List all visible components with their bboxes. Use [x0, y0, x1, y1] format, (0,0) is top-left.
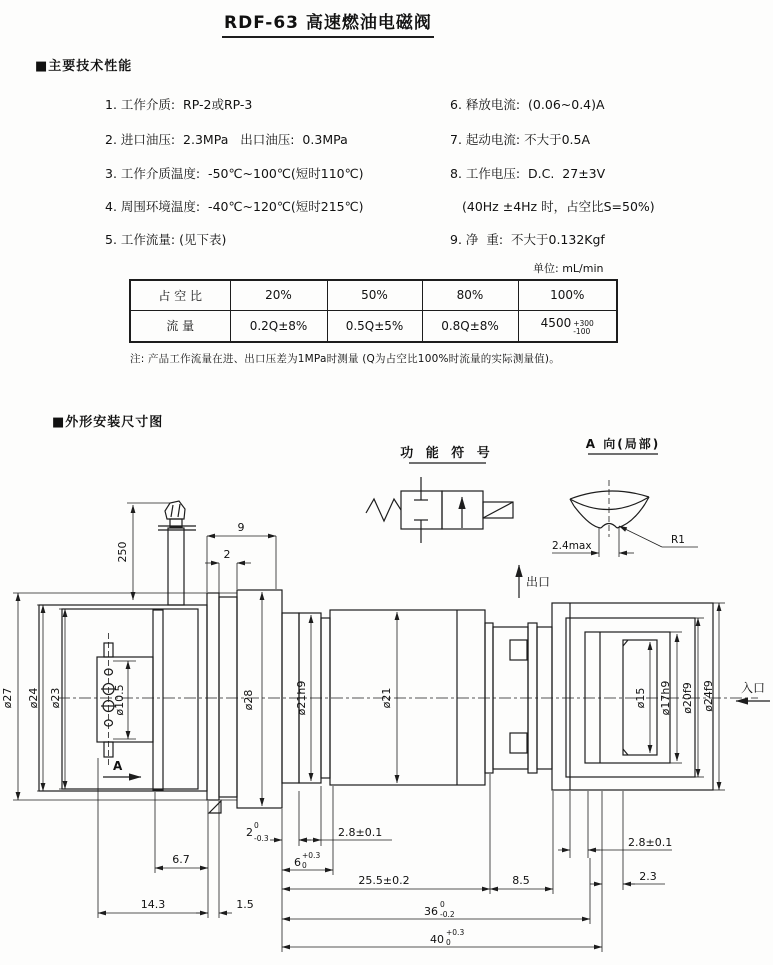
dim-tol-upper: 0: [254, 821, 259, 830]
valve-body: [330, 610, 485, 785]
page-title: RDF-63 高速燃油电磁阀: [222, 8, 434, 38]
dim-tol-lower: 0: [446, 938, 451, 947]
dim-label-36: 36: [424, 905, 438, 918]
spec-item: 4. 周围环境温度: -40℃~120℃(短时215℃): [105, 199, 364, 214]
flow-value: 4500: [540, 316, 572, 331]
cable-assembly: [116, 501, 196, 605]
dim-label-dia17h9: ø17h9: [659, 680, 672, 716]
dim-label-dia23: ø23: [49, 687, 62, 709]
seal-hatch: [510, 640, 527, 660]
dim-label-250: 250: [116, 541, 129, 563]
function-symbol: [366, 445, 513, 543]
table-header-cell: 占 空 比: [130, 280, 230, 310]
top-dims: [205, 521, 276, 596]
table-unit-label: 单位: mL/min: [533, 262, 604, 275]
spec-item: 7. 起动电流: 不大于0.5A: [450, 132, 591, 147]
table-header-cell: 20%: [230, 280, 327, 310]
outlet-label: 出口: [526, 575, 551, 589]
table-row-label: 流 量: [130, 310, 230, 342]
dim-label-14-3: 14.3: [140, 898, 166, 911]
spec-item: (40Hz ±4Hz 时，占空比S=50%): [462, 199, 655, 214]
spec-item: 5. 工作流量: (见下表): [105, 232, 227, 247]
dim-label-dia15: ø15: [634, 687, 647, 709]
spec-item: 6. 释放电流: (0.06~0.4)A: [450, 97, 605, 112]
dim-label-r1: R1: [671, 534, 685, 546]
table-header-cell: 80%: [422, 280, 518, 310]
dim-label-dia20f9: ø20f9: [681, 682, 694, 714]
dim-label-2-8-left: 2.8±0.1: [338, 826, 383, 839]
spec-item: 9. 净 重: 不大于0.132Kgf: [450, 232, 605, 247]
dim-label-40: 40: [430, 933, 444, 946]
dim-tol-upper: 0: [440, 900, 445, 909]
dim-label-1-5: 1.5: [236, 898, 254, 911]
dim-tol-lower: -0.2: [440, 910, 455, 919]
dim-label-8-5: 8.5: [512, 874, 530, 887]
seal-hatch: [510, 733, 527, 753]
dim-label-dia24f9: ø24f9: [702, 680, 715, 712]
cable: [168, 528, 184, 605]
view-a-title: A 向(局部): [585, 437, 661, 451]
table-header-cell: 50%: [327, 280, 422, 310]
spec-item: 1. 工作介质: RP-2或RP-3: [105, 97, 253, 112]
dim-label-2-step: 2: [223, 548, 231, 561]
tolerance-stack: [573, 320, 594, 335]
solenoid-housing: [39, 590, 330, 813]
dim-label-2-4max: 2.4max: [552, 540, 592, 552]
spring-symbol: [366, 499, 401, 521]
spec-item: 8. 工作电压: D.C. 27±3V: [450, 166, 606, 181]
bottom-dims: [98, 758, 672, 952]
dim-label-dia27: ø27: [1, 687, 14, 709]
table-header-row: [130, 280, 617, 310]
table-row: [130, 310, 617, 342]
function-symbol-title: 功 能 符 号: [400, 446, 494, 461]
dims-section-header: ■外形安装尺寸图: [52, 415, 164, 430]
tolerance-upper: +300: [573, 319, 594, 329]
dim-label-dia21h9: ø21h9: [295, 680, 308, 716]
spec-item: 3. 工作介质温度: -50℃~100℃(短时110℃): [105, 166, 364, 181]
flow-table: [129, 279, 618, 343]
dimension-drawing: [0, 430, 773, 965]
table-cell: 0.5Q±5%: [327, 310, 422, 342]
dim-tol-lower: 0: [302, 861, 307, 870]
table-cell: [518, 310, 617, 342]
dim-tol-upper: +0.3: [446, 928, 465, 937]
dim-label-2: 2: [246, 826, 253, 839]
dim-label-9: 9: [237, 521, 245, 534]
inlet-label: 入口: [741, 681, 766, 695]
dim-label-25-5: 25.5±0.2: [358, 874, 410, 887]
outlet-arrow: [519, 565, 550, 598]
dim-tol-upper: +0.3: [302, 851, 321, 860]
view-a-arrow-label: A: [113, 759, 123, 773]
dim-label-6-7: 6.7: [172, 853, 190, 866]
table-cell: 0.2Q±8%: [230, 310, 327, 342]
dim-label-6: 6: [294, 856, 301, 869]
dim-label-dia21: ø21: [380, 687, 393, 709]
spec-item: 2. 进口油压: 2.3MPa 出口油压: 0.3MPa: [105, 132, 348, 147]
view-a-detail: [552, 436, 698, 557]
dim-label-2-3: 2.3: [639, 870, 657, 883]
dim-tol-lower: -0.3: [254, 834, 269, 843]
diameter-dims: [242, 592, 725, 806]
dim-label-2-8-right: 2.8±0.1: [628, 836, 673, 849]
table-note: 注: 产品工作流量在进、出口压差为1MPa时测量 (Q为占空比100%时流量的实际测量值)。: [130, 353, 560, 365]
dim-label-dia10-5: ø10.5: [113, 684, 126, 716]
connector: [165, 501, 185, 519]
specs-section-header: ■主要技术性能: [35, 59, 133, 74]
table-cell: 0.8Q±8%: [422, 310, 518, 342]
dim-label-dia28: ø28: [242, 689, 255, 711]
table-header-cell: 100%: [518, 280, 617, 310]
dim-label-dia24: ø24: [27, 687, 40, 709]
tolerance-lower: -100: [573, 326, 591, 336]
mounting-plate: [97, 633, 153, 777]
